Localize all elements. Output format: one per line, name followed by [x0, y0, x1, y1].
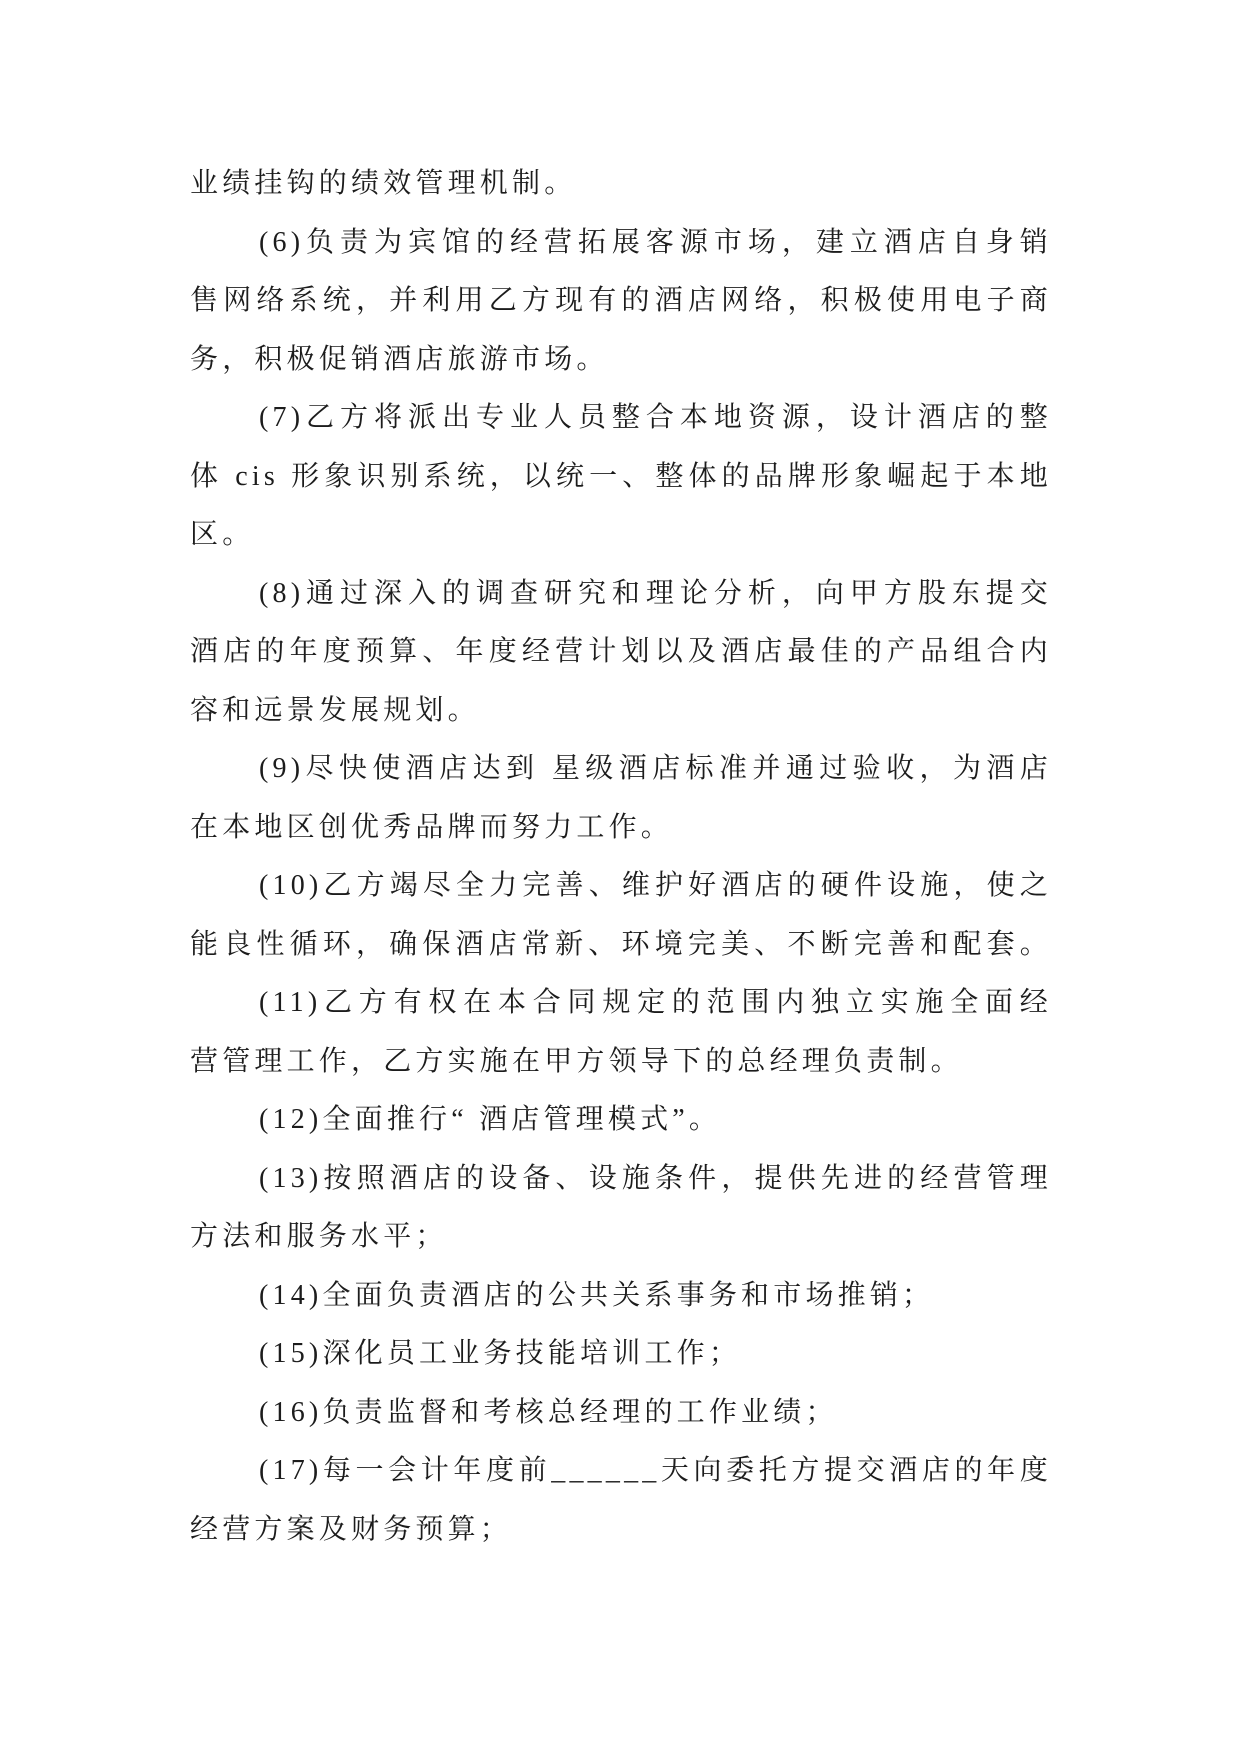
text-line: (11)乙方有权在本合同规定的范围内独立实施全面经	[259, 987, 1052, 1018]
text-line: 方法和服务水平；	[190, 1221, 448, 1252]
text-line: (13)按照酒店的设备、设施条件，提供先进的经营管理	[259, 1162, 1052, 1194]
text-line: 营管理工作，乙方实施在甲方领导下的总经理负责制。	[190, 1045, 963, 1077]
paragraph-item-16	[190, 1384, 1052, 1443]
text-line: 能良性循环，确保酒店常新、环境完美、不断完善和配套。	[190, 928, 1052, 960]
paragraph-item-11	[190, 974, 1052, 1091]
text-line: 在本地区创优秀品牌而努力工作。	[190, 811, 674, 843]
text-line: 务，积极促销酒店旅游市场。	[190, 343, 609, 375]
paragraph-item-7	[190, 389, 1052, 565]
text-line: 售网络系统，并利用乙方现有的酒店网络，积极使用电子商	[190, 285, 1052, 316]
text-line: (14)全面负责酒店的公共关系事务和市场推销；	[259, 1279, 935, 1311]
paragraph-item-12	[190, 1091, 1052, 1150]
text-line: (16)负责监督和考核总经理的工作业绩；	[259, 1396, 838, 1428]
paragraph-item-8	[190, 565, 1052, 741]
text-line: (8)通过深入的调查研究和理论分析，向甲方股东提交	[259, 577, 1052, 609]
text-line: 区。	[190, 519, 255, 550]
paragraph-item-6	[190, 214, 1052, 390]
paragraph-item-9	[190, 740, 1052, 857]
text-line: (12)全面推行“ 酒店管理模式”。	[259, 1104, 722, 1135]
text-line: (7)乙方将派出专业人员整合本地资源，设计酒店的整	[259, 402, 1052, 433]
text-line: (6)负责为宾馆的经营拓展客源市场，建立酒店自身销	[259, 226, 1052, 258]
text-line: 经营方案及财务预算；	[190, 1513, 513, 1545]
paragraph-item-14	[190, 1267, 1052, 1326]
paragraph-item-13	[190, 1150, 1052, 1267]
text-line: 体 cis 形象识别系统，以统一、整体的品牌形象崛起于本地	[190, 460, 1052, 492]
paragraph-item-15	[190, 1325, 1052, 1384]
text-line: 容和远景发展规划。	[190, 694, 480, 726]
paragraph-item-10	[190, 857, 1052, 974]
text-line: (15)深化员工业务技能培训工作；	[259, 1338, 742, 1369]
paragraph-continuation	[190, 155, 1052, 214]
text-line: (17)每一会计年度前______天向委托方提交酒店的年度	[259, 1455, 1052, 1486]
text-line: 业绩挂钩的绩效管理机制。	[190, 168, 577, 199]
text-line: (9)尽快使酒店达到 星级酒店标准并通过验收，为酒店	[259, 753, 1052, 784]
text-line: (10)乙方竭尽全力完善、维护好酒店的硬件设施，使之	[259, 870, 1052, 901]
paragraph-item-17	[190, 1442, 1052, 1559]
document-body	[190, 155, 1052, 1559]
text-line: 酒店的年度预算、年度经营计划以及酒店最佳的产品组合内	[190, 636, 1052, 667]
